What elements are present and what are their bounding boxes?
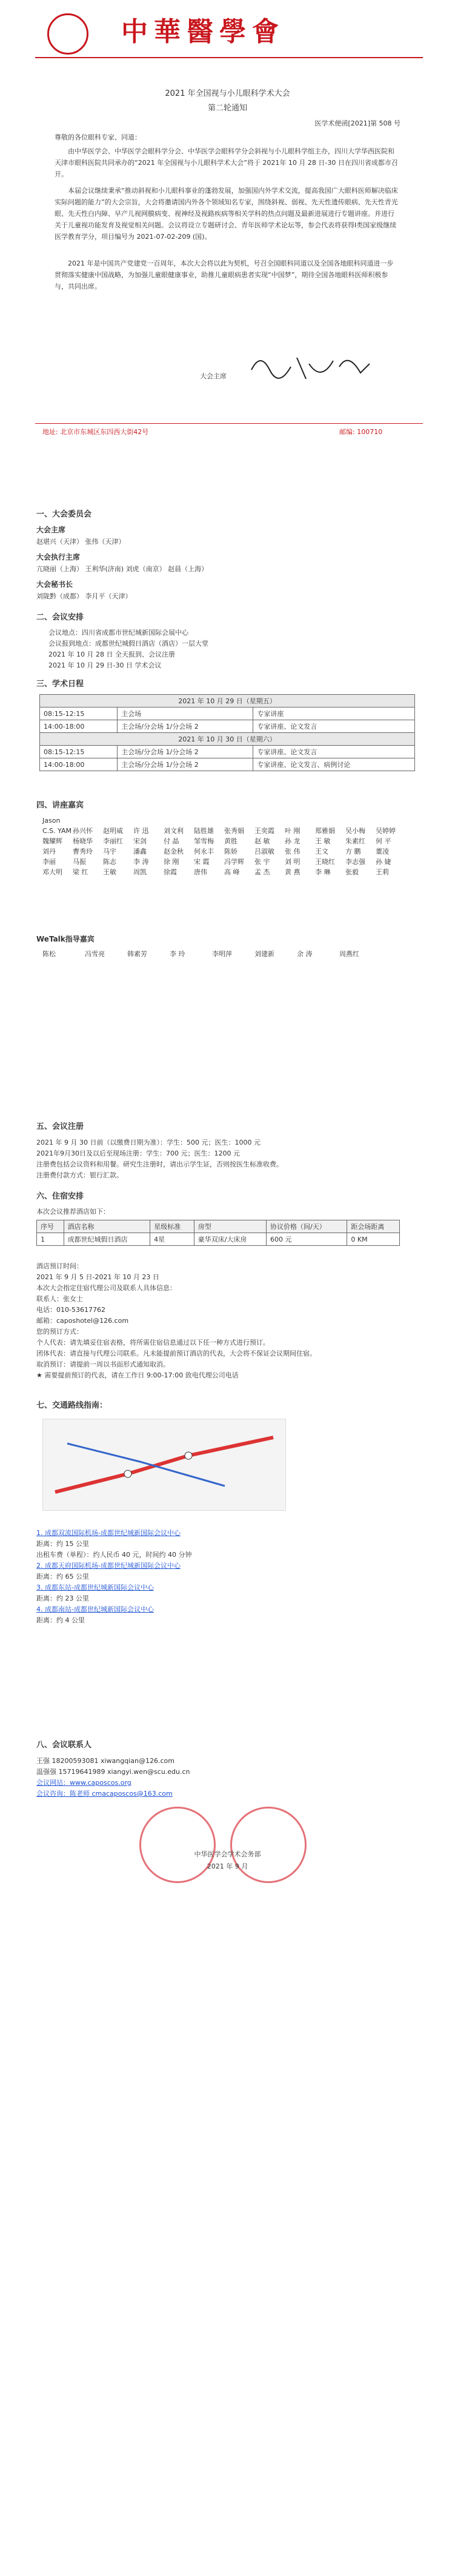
speaker-name: 赵 敏 bbox=[254, 837, 270, 845]
speaker-name: 朱素红 bbox=[345, 837, 365, 845]
speaker-name: 张秀娟 bbox=[224, 827, 244, 835]
intro-p1: 由中华医学会、中华医学会眼科学分会、中华医学会眼科学分会斜视与小儿眼科学组主办，四川大学华西医院和天津市眼科医院共同承办的“2021 年全国视与小儿眼科学术大会”将于 2021年 10 月 28 日-30 日在四川省成都市召开。 bbox=[55, 147, 398, 178]
wetalk-name: 冯雪亮 bbox=[85, 950, 105, 958]
email-link[interactable]: 会议咨询：陈老师 cmacaposcos@163.com bbox=[36, 1790, 173, 1798]
sec-names: 刘陇黔（成都） 李月平（天津） bbox=[36, 592, 132, 600]
speaker-name: 叶 刚 bbox=[285, 827, 301, 835]
section-6-title: 六、住宿安排 bbox=[36, 1192, 84, 1201]
transport-line: 距离：约 4 公里 bbox=[36, 1616, 85, 1624]
schedule-table bbox=[39, 694, 415, 771]
page-2 bbox=[0, 473, 455, 1079]
intro-p2: 本届会议继续秉承“推动斜视和小儿眼科事业的蓬勃发展，加强国内外学术交流，提高我国广大眼科医师解决临床实际问题的能力”的大会宗旨，大会将邀请国内外各个领域知名专家，围绕斜视、弱视、先天性遗传眼病、先天性青光眼、先天性白内障、早产儿视网膜病变、视神经及视路疾病等相关学科的热点问题及最新进展进行专题讲座。并进行关于儿童视功能发育及视觉相关问题。会议将设立专题研讨会、青年医师学术论坛等，参会代表将获得I类国家级继续医学教育学分，项目编号为 2021-07-02-209 (国)。 bbox=[55, 187, 398, 241]
schedule-day: 2021 年 10 月 30 日（星期六） bbox=[40, 733, 415, 746]
arrangement-line: 会议地点：四川省成都市世纪城新国际会展中心 bbox=[48, 629, 188, 637]
website-link[interactable]: 会议网站：www.caposcos.org bbox=[36, 1779, 131, 1787]
section-2-title: 二、会议安排 bbox=[36, 613, 84, 622]
speaker-name: 吴小梅 bbox=[345, 827, 365, 835]
transport-line: 3. 成都东站-成都世纪城新国际会议中心 bbox=[36, 1584, 154, 1591]
wetalk-name: 韩素芳 bbox=[127, 950, 147, 958]
transport-info bbox=[36, 1528, 412, 1626]
speaker-name: 唐伟 bbox=[194, 868, 207, 876]
footer-date: 2021 年 9 月 bbox=[207, 1862, 248, 1870]
cma-logo-icon bbox=[47, 13, 88, 55]
speaker-name: 魏耀辉 bbox=[42, 837, 62, 845]
header-rule bbox=[35, 57, 423, 58]
transport-line: 4. 成都南站-成都世纪城新国际会议中心 bbox=[36, 1605, 154, 1613]
brand-name: 中華醫學會 bbox=[121, 16, 285, 47]
speaker-name: 宋 霞 bbox=[194, 858, 210, 866]
speaker-grid bbox=[42, 815, 418, 877]
arrangement-line: 2021 年 10 月 28 日 全天报到、会议注册 bbox=[48, 651, 175, 658]
speaker-name: 郑雅娟 bbox=[315, 827, 335, 835]
registration-line: 注册费付款方式：银行汇款。 bbox=[36, 1171, 123, 1179]
speaker-name: 周凯 bbox=[133, 868, 147, 876]
speaker-name: 吴婷婷 bbox=[376, 827, 396, 835]
hotel-line: 邮箱：caposhotel@126.com bbox=[36, 1317, 129, 1325]
sec-title: 大会秘书长 bbox=[36, 580, 73, 589]
speaker-name: 许 迅 bbox=[133, 827, 149, 835]
section-7-title: 七、交通路线指南： bbox=[36, 1401, 108, 1410]
section-3-title: 三、学术日程 bbox=[36, 680, 84, 689]
wetalk-grid bbox=[42, 949, 418, 959]
doc-number: 医学术便函[2021]第 508 号 bbox=[314, 119, 400, 127]
speaker-name: 冯学辉 bbox=[224, 858, 244, 866]
arrangement-line: 会议报到地点：成都世纪城假日酒店（酒店）一层大堂 bbox=[48, 640, 208, 647]
page-4 bbox=[0, 1728, 455, 2576]
signer-left: 大会主席 bbox=[200, 372, 227, 380]
speaker-name: 邹雪梅 bbox=[194, 837, 214, 845]
speaker-name: 刘 明 bbox=[285, 858, 301, 866]
speaker-name: 孙兴怀 bbox=[73, 827, 93, 835]
header-postcode: 邮编: 100710 bbox=[339, 428, 383, 436]
table-row: 1 成都世纪城假日酒店 4星 豪华双床/大床房 600 元 0 KM bbox=[37, 1233, 400, 1246]
greeting: 尊敬的各位眼科专家、同道： bbox=[55, 133, 141, 141]
speaker-name: 宋剑 bbox=[133, 837, 147, 845]
speaker-name: 孟 杰 bbox=[254, 868, 270, 876]
table-row: 08:15-12:15 主会场/分会场 1/分会场 2 专家讲座、论文发言 bbox=[40, 746, 415, 758]
wetalk-name: 刘建新 bbox=[254, 950, 274, 958]
transport-line: 2. 成都天府国际机场-成都世纪城新国际会议中心 bbox=[36, 1562, 181, 1570]
registration-line: 2021年9月30日及以后至现场注册：学生：700 元；医生：1200 元 bbox=[36, 1149, 240, 1157]
schedule-day: 2021 年 10 月 29 日（星期五） bbox=[40, 695, 415, 708]
chair-names: 赵堪兴（天津） 张伟（天津） bbox=[36, 538, 125, 546]
speaker-name: 曹秀玲 bbox=[73, 848, 93, 855]
speaker-name: 黄胜 bbox=[224, 837, 237, 845]
hotel-line: 本次大会指定住宿代理公司及联系人具体信息： bbox=[36, 1284, 176, 1292]
speaker-name: 张 伟 bbox=[285, 848, 301, 855]
speaker-name: 马振 bbox=[73, 858, 86, 866]
speaker-name: 李志强 bbox=[345, 858, 365, 866]
hotel-line: 酒店预订时间： bbox=[36, 1262, 83, 1270]
speaker-name: 王奕霞 bbox=[254, 827, 274, 835]
speaker-name: 何 平 bbox=[376, 837, 391, 845]
speaker-name: 王 敏 bbox=[315, 837, 331, 845]
hotel-line: ★ 需要提前预订的代表，请在工作日 9:00-17:00 致电代理公司电话 bbox=[36, 1371, 239, 1379]
table-row: 14:00-18:00 主会场/分会场 1/分会场 2 专家讲座、论文发言 bbox=[40, 720, 415, 733]
speaker-name: 吕淑敏 bbox=[254, 848, 274, 855]
table-row: 08:15-12:15 主会场 专家讲座 bbox=[40, 708, 415, 720]
speaker-name: 何永丰 bbox=[194, 848, 214, 855]
transport-line: 1. 成都双流国际机场-成都世纪城新国际会议中心 bbox=[36, 1529, 181, 1537]
hotel-info bbox=[36, 1261, 412, 1381]
wetalk-name: 周燕红 bbox=[339, 950, 359, 958]
speaker-name: 王文 bbox=[315, 848, 328, 855]
contact-line: 王强 18200593081 xiwangqian@126.com bbox=[36, 1757, 174, 1765]
speaker-name: 赵明威 bbox=[103, 827, 123, 835]
page-3 bbox=[0, 1097, 455, 1704]
hotel-line: 个人代表：请先填妥住宿表格，将所需住宿信息通过以下任一种方式进行预订。 bbox=[36, 1339, 270, 1347]
speaker-name: 李 涛 bbox=[133, 858, 149, 866]
signature-icon bbox=[248, 346, 376, 388]
transport-line: 出租车费（单程）：约人民币 40 元，时间约 40 分钟 bbox=[36, 1551, 192, 1559]
speaker-name: 董凌 bbox=[376, 848, 389, 855]
contact-line: 温强强 15719641989 xiangyi.wen@scu.edu.cn bbox=[36, 1768, 190, 1776]
footer-rule bbox=[35, 423, 423, 424]
speaker-name: 杨晓华 bbox=[73, 837, 93, 845]
speaker-name: 马宇 bbox=[103, 848, 116, 855]
route-map-icon bbox=[43, 1419, 285, 1510]
registration-line: 2021 年 9 月 30 日前（以缴费日期为准）：学生：500 元；医生：1000 元 bbox=[36, 1139, 261, 1146]
transport-line: 距离：约 23 公里 bbox=[36, 1594, 89, 1602]
doc-title: 2021 年全国视与小儿眼科学术大会 bbox=[165, 89, 290, 98]
hotel-line: 取消预订：请提前一周以书面形式通知取消。 bbox=[36, 1360, 170, 1368]
hotel-line: 联系人：张女士 bbox=[36, 1295, 83, 1303]
speaker-name: 张毅 bbox=[345, 868, 359, 876]
section-4-title: 四、讲座嘉宾 bbox=[36, 801, 84, 810]
hotel-line: 团体代表：请直接与代理公司联系。凡未能提前预订酒店的代表，大会将不保证会议期间住宿。 bbox=[36, 1350, 316, 1357]
wetalk-name: 陈松 bbox=[42, 950, 56, 958]
wetalk-name: 李明萍 bbox=[212, 950, 232, 958]
table-row: 14:00-18:00 主会场/分会场 1/分会场 2 专家讲座、论文发言、病例讨论 bbox=[40, 758, 415, 771]
section-5-title: 五、会议注册 bbox=[36, 1122, 84, 1131]
speaker-name: 刘丹 bbox=[42, 848, 56, 855]
speaker-name: 孙 婕 bbox=[376, 858, 391, 866]
speaker-name: 赵金秋 bbox=[164, 848, 184, 855]
transport-line: 距离：约 65 公里 bbox=[36, 1573, 89, 1581]
doc-subtitle: 第二轮通知 bbox=[207, 104, 247, 113]
page-1 bbox=[0, 0, 455, 449]
speaker-name: 陈娇 bbox=[224, 848, 237, 855]
exec-title: 大会执行主席 bbox=[36, 553, 81, 561]
speaker-name: 刘文利 bbox=[164, 827, 184, 835]
speaker-name: 陆胜雄 bbox=[194, 827, 214, 835]
speaker-name: 李丽红 bbox=[103, 837, 123, 845]
speaker-name: 潘鑫 bbox=[133, 848, 147, 855]
hotel-table: 序号 酒店名称 星级标准 房型 协议价格（间/天） 距会场距离 1 成都世纪城假日酒店 4星 豪华双床/大床房 600 元 0 KM bbox=[36, 1220, 400, 1246]
speaker-name: 方 鹏 bbox=[345, 848, 361, 855]
speaker-name: 王晓红 bbox=[315, 858, 335, 866]
speaker-name: 张 宇 bbox=[254, 858, 270, 866]
speaker-name: 孙 龙 bbox=[285, 837, 301, 845]
speaker-name: 徐霞 bbox=[164, 868, 177, 876]
intro-p3: 2021 年是中国共产党建党一百周年，本次大会将以此为契机，号召全国眼科同道以及全国各地眼科同道进一步贯彻落实健康中国战略，为加强儿童眼健康事业，助推儿童眼病患者实现“中国梦”，期待全国各地眼科医师积极参与，共同出席。 bbox=[55, 259, 394, 290]
speaker-name: 黄 燕 bbox=[285, 868, 301, 876]
speaker-name: 徐 刚 bbox=[164, 858, 179, 866]
speaker-name: 王莉 bbox=[376, 868, 389, 876]
section-1-title: 一、大会委员会 bbox=[36, 510, 92, 519]
transport-map bbox=[42, 1419, 286, 1511]
speaker-name: 邓大明 bbox=[42, 868, 62, 876]
speaker-name: 李 琳 bbox=[315, 868, 331, 876]
hotel-line: 您的预订方式： bbox=[36, 1328, 83, 1336]
wetalk-title: WeTalk指导嘉宾 bbox=[36, 935, 95, 943]
wetalk-name: 李 玲 bbox=[170, 950, 185, 958]
header-address: 地址: 北京市东城区东四西大街42号 bbox=[42, 428, 149, 436]
hotel-line: 电话：010-53617762 bbox=[36, 1306, 105, 1314]
speaker-name: 李丽 bbox=[42, 858, 56, 866]
speaker-name: 高 峰 bbox=[224, 868, 240, 876]
speaker-name: Jason C.S. YAM bbox=[42, 817, 72, 835]
wetalk-name: 余 涛 bbox=[297, 950, 313, 958]
section-8-title: 八、会议联系人 bbox=[36, 1741, 92, 1750]
footer-org: 中华医学会学术会务部 bbox=[194, 1850, 261, 1858]
exec-names: 亢晓丽（上海） 王利华(济南) 刘虎（南京） 赵晨（上海） bbox=[36, 565, 208, 573]
speaker-name: 陈志 bbox=[103, 858, 116, 866]
transport-line: 距离：约 15 公里 bbox=[36, 1540, 89, 1548]
registration-line: 注册费包括会议资料和用餐。研究生注册时，请出示学生证，否则按医生标准收费。 bbox=[36, 1160, 283, 1168]
speaker-name: 王敏 bbox=[103, 868, 116, 876]
speaker-name: 梁 红 bbox=[73, 868, 88, 876]
hotel-intro: 本次会议推荐酒店如下： bbox=[36, 1208, 110, 1216]
hotel-line: 2021 年 9 月 5 日-2021 年 10 月 23 日 bbox=[36, 1273, 159, 1281]
chair-title: 大会主席 bbox=[36, 526, 66, 534]
arrangement-line: 2021 年 10 月 29 日-30 日 学术会议 bbox=[48, 661, 162, 669]
speaker-name: 付 晶 bbox=[164, 837, 179, 845]
